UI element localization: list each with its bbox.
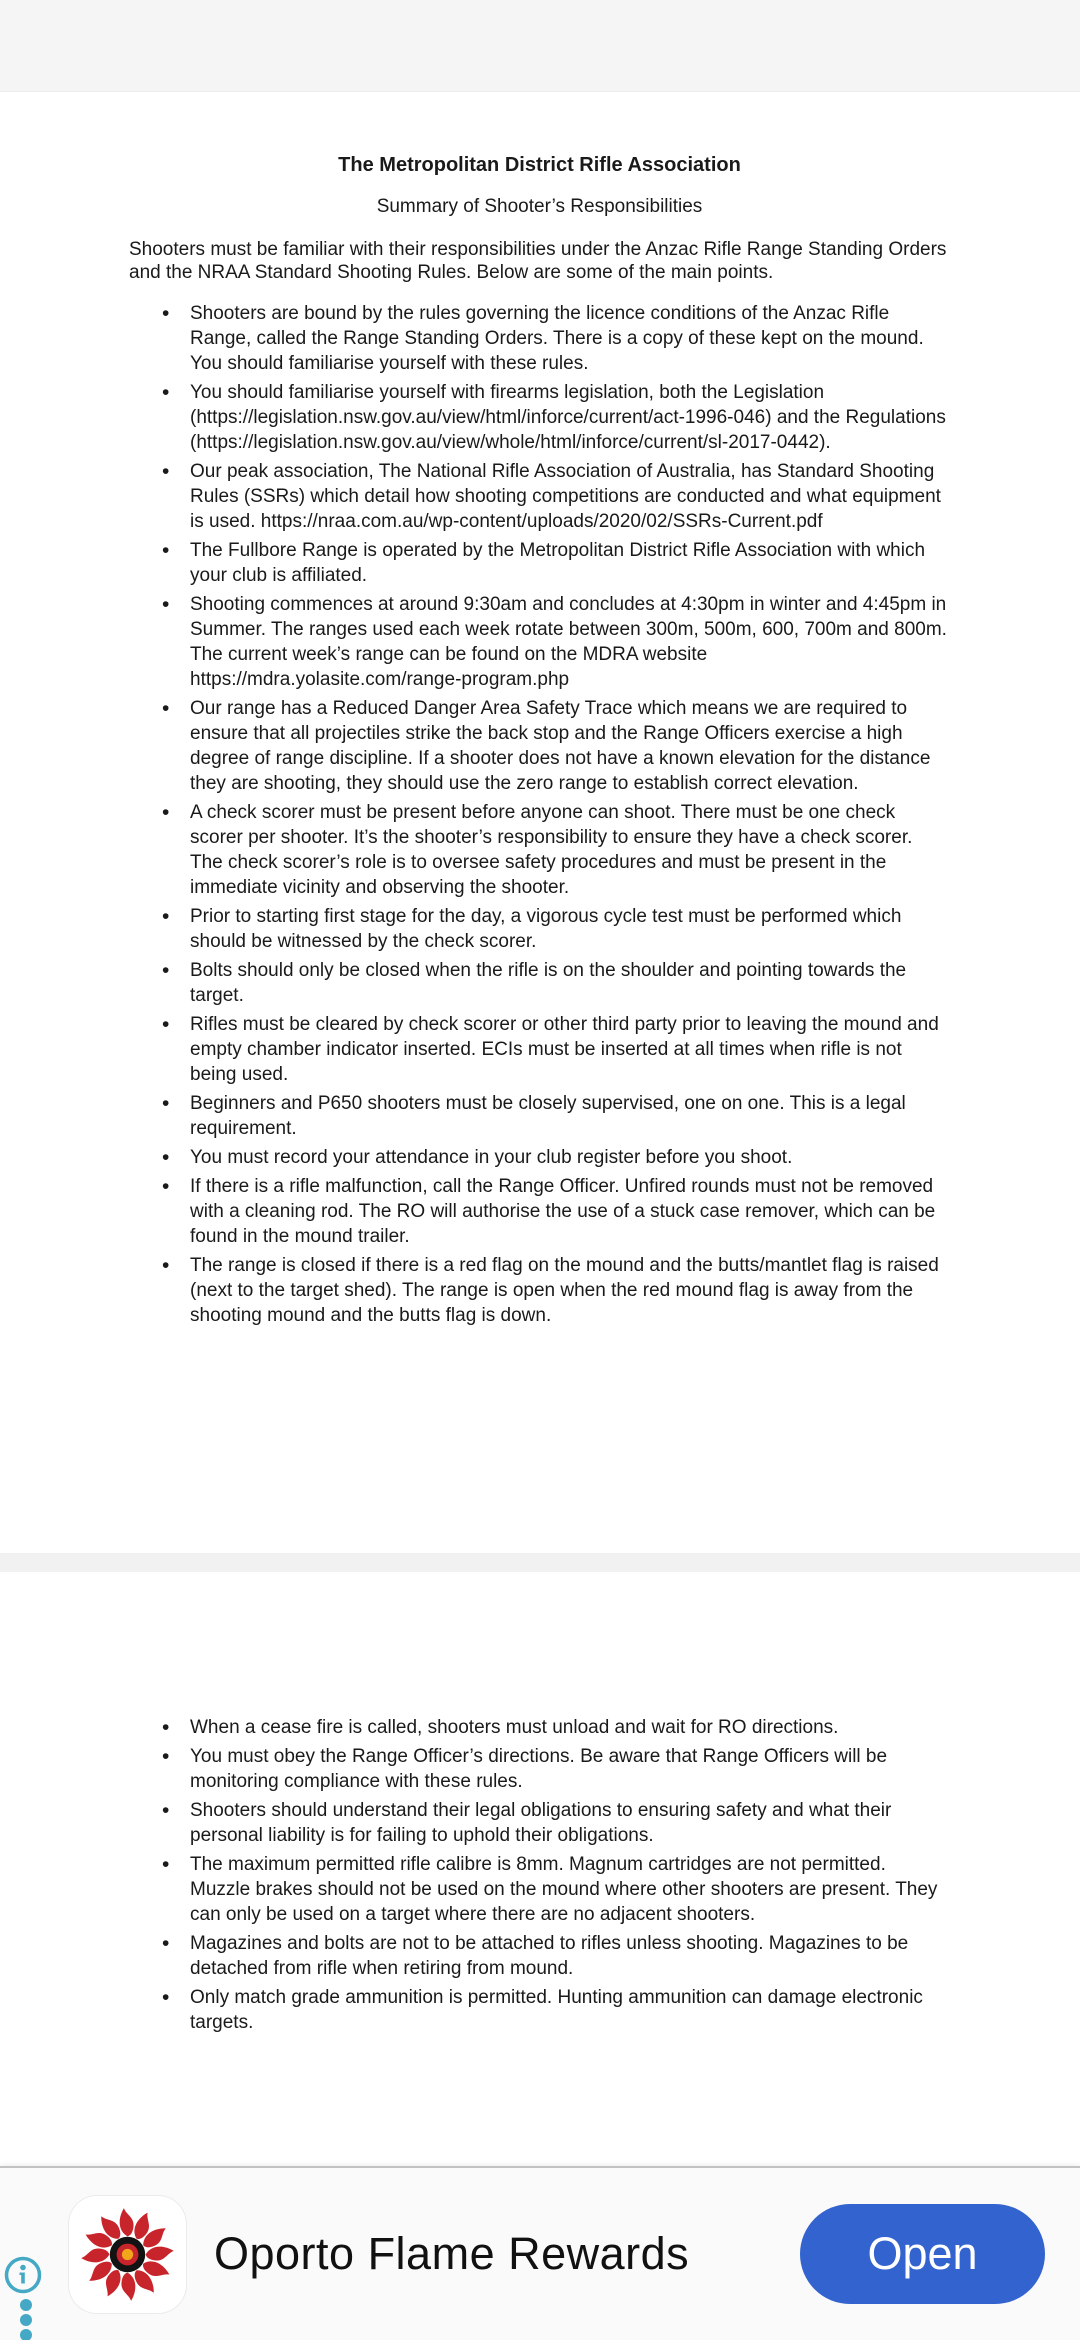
bullet-item: • Rifles must be cleared by check scorer or other third party prior to leaving the mound and empty chamber indicator inserted. ECIs must be inserted at all times when rifle is not being used. — [190, 1012, 950, 1087]
bullet-item: • The maximum permitted rifle calibre is 8mm. Magnum cartridges are not permitted. Muzzle brakes should not be used on the mound where other shooters are present. They can only be used on a target where there are no adjacent shooters. — [190, 1852, 950, 1927]
bullet-item: • Magazines and bolts are not to be attached to rifles unless shooting. Magazines to be detached from rifle when retiring from mound. — [190, 1931, 950, 1981]
bullet-item: • Bolts should only be closed when the rifle is on the shoulder and pointing towards the target. — [190, 958, 950, 1008]
bullet-item: • Shooting commences at around 9:30am and concludes at 4:30pm in winter and 4:45pm in Summer. The ranges used each week rotate between 300m, 500m, 600, 700m and 800m. The current week’s range can be found on the MDRA website https://mdra.yolasite.com/range-program.php — [190, 592, 950, 692]
document-title: The Metropolitan District Rifle Association — [338, 154, 741, 176]
bullet-item: • If there is a rifle malfunction, call the Range Officer. Unfired rounds must not be removed with a cleaning rod. The RO will authorise the use of a stuck case remover, which can be found in the mound trailer. — [190, 1174, 950, 1249]
bullet-item: • The range is closed if there is a red flag on the mound and the butts/mantlet flag is raised (next to the target shed). The range is open when the red mound flag is away from the shooting mound and the butts flag is down. — [190, 1253, 950, 1328]
bullet-item: • Our range has a Reduced Danger Area Safety Trace which means we are required to ensure that all projectiles strike the back stop and the Range Officers exercise a high degree of range discipline. If a shooter does not have a known elevation for the distance they are shooting, they should use the zero range to establish correct elevation. — [190, 696, 950, 796]
page-break-separator — [0, 1553, 1080, 1572]
bullet-item: • The Fullbore Range is operated by the Metropolitan District Rifle Association with which your club is affiliated. — [190, 538, 950, 588]
document-intro-paragraph: Shooters must be familiar with their responsibilities under the Anzac Rifle Range Standing Orders and the NRAA Standard Shooting Rules. Below are some of the main points. — [129, 239, 947, 283]
responsibilities-list-page-2 — [129, 1715, 950, 2035]
bullet-item: • Shooters are bound by the rules governing the licence conditions of the Anzac Rifle Range, called the Range Standing Orders. There is a copy of these kept on the mound. You should familiarise yourself with these rules. — [190, 301, 950, 376]
bullet-item: • When a cease fire is called, shooters must unload and wait for RO directions. — [190, 1715, 950, 1740]
bullet-item: • A check scorer must be present before anyone can shoot. There must be one check scorer per shooter. It’s the shooter’s responsibility to ensure they have a check scorer. The check scorer’s role is to oversee safety procedures and must be present in the immediate vicinity and observing the shooter. — [190, 800, 950, 900]
ad-info-circle-icon[interactable] — [3, 2255, 43, 2295]
vertical-ellipsis-icon[interactable] — [20, 2299, 32, 2340]
bullet-item: • You must obey the Range Officer’s directions. Be aware that Range Officers will be monitoring compliance with these rules. — [190, 1744, 950, 1794]
ad-banner[interactable] — [0, 2166, 1080, 2340]
ad-app-name[interactable]: Oporto Flame Rewards — [214, 2228, 690, 2279]
responsibilities-list-page-1 — [129, 301, 950, 1328]
bullet-item: • Only match grade ammunition is permitted. Hunting ammunition can damage electronic targets. — [190, 1985, 950, 2035]
oporto-flame-logo-icon[interactable] — [69, 2196, 186, 2313]
document-page-2 — [0, 1572, 1080, 2166]
document-subtitle: Summary of Shooter’s Responsibilities — [376, 196, 703, 217]
bullet-item: • You should familiarise yourself with firearms legislation, both the Legislation (https://legislation.nsw.gov.au/view/html/inforce/current/act-1996-046) and the Regulations (https://legislation.nsw.gov.au/view/whole/html/inforce/current/sl-2017-0442). — [190, 380, 950, 455]
bullet-item: • You must record your attendance in your club register before you shoot. — [190, 1145, 950, 1170]
bullet-item: • Our peak association, The National Rifle Association of Australia, has Standard Shooting Rules (SSRs) which detail how shooting competitions are conducted and what equipment is used. https://nraa.com.au/wp-content/uploads/2020/02/SSRs-Current.pdf — [190, 459, 950, 534]
bullet-item: • Shooters should understand their legal obligations to ensuring safety and what their personal liability is for failing to uphold their obligations. — [190, 1798, 950, 1848]
document-page-1 — [0, 92, 1080, 1553]
bullet-item: • Beginners and P650 shooters must be closely supervised, one on one. This is a legal requirement. — [190, 1091, 950, 1141]
status-bar-strip — [0, 0, 1080, 92]
bullet-item: • Prior to starting first stage for the day, a vigorous cycle test must be performed which should be witnessed by the check scorer. — [190, 904, 950, 954]
ad-open-button[interactable]: Open — [800, 2204, 1045, 2304]
